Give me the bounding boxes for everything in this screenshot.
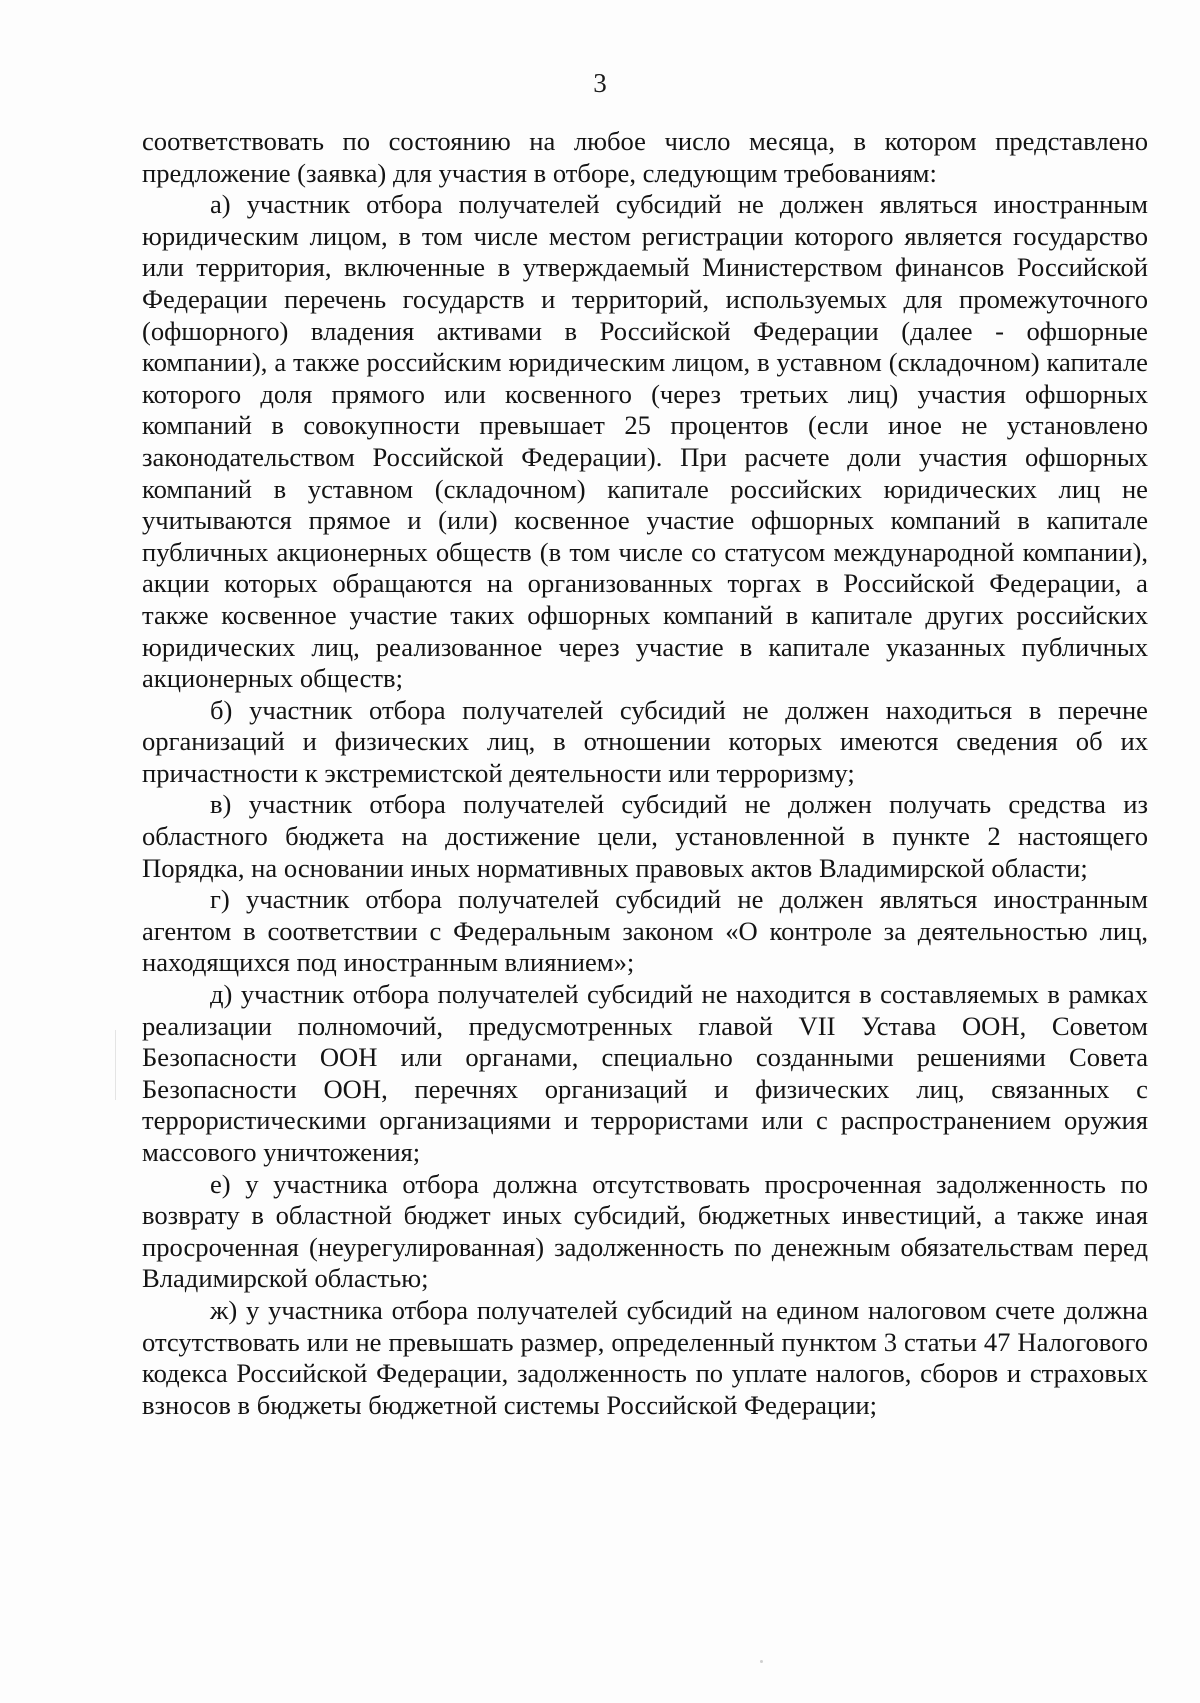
paragraph-item-d: д) участник отбора получателей субсидий не находится в составляемых в рамках реализации полномочий, предусмотренных главой VII Устава ООН, Советом Безопасности ООН или органами, специально созданными решениями Совета Безопасности ООН, перечнях организаций и физических лиц, связанных с террористическими организациями и террористами или с распространением оружия массового уничтожения;: [142, 979, 1148, 1167]
paragraph-item-e: е) у участника отбора должна отсутствовать просроченная задолженность по возврату в областной бюджет иных субсидий, бюджетных инвестиций, а также иная просроченная (неурегулированная) задолженность по денежным обязательствам перед Владимирской областью;: [142, 1168, 1148, 1294]
document-body: [142, 126, 1148, 1421]
paragraph-item-b: б) участник отбора получателей субсидий не должен находиться в перечне организаций и физических лиц, в отношении которых имеются сведения об их причастности к экстремистской деятельности или терроризму;: [142, 694, 1148, 788]
paragraph-item-zh: ж) у участника отбора получателей субсидий на едином налоговом счете должна отсутствовать или не превышать размер, определенный пунктом 3 статьи 47 Налогового кодекса Российской Федерации, задолженность по уплате налогов, сборов и страховых взносов в бюджеты бюджетной системы Российской Федерации;: [142, 1294, 1148, 1420]
scan-margin-mark: [115, 1030, 116, 1100]
paragraph-item-g: г) участник отбора получателей субсидий не должен являться иностранным агентом в соответствии с Федеральным законом «О контроле за деятельностью лиц, находящихся под иностранным влиянием»;: [142, 884, 1148, 978]
page-number: 3: [593, 68, 607, 98]
paragraph-item-v: в) участник отбора получателей субсидий не должен получать средства из областного бюджета на достижение цели, установленной в пункте 2 настоящего Порядка, на основании иных нормативных правовых актов Владимирской области;: [142, 789, 1148, 883]
scan-speck: [760, 1660, 763, 1663]
paragraph-requirements-intro: соответствовать по состоянию на любое число месяца, в котором представлено предложение (заявка) для участия в отборе, следующим требованиям:: [142, 126, 1148, 188]
paragraph-item-a: а) участник отбора получателей субсидий не должен являться иностранным юридическим лицом, в том числе местом регистрации которого является государство или территория, включенные в утверждаемый Министерством финансов Российской Федерации перечень государств и территорий, используемых для промежуточного (офшорного) владения активами в Российской Федерации (далее - офшорные компании), а также российским юридическим лицом, в уставном (складочном) капитале которого доля прямого или косвенного (через третьих лиц) участия офшорных компаний в совокупности превышает 25 процентов (если иное не установлено законодательством Российской Федерации). При расчете доли участия офшорных компаний в уставном (складочном) капитале российских юридических лиц не учитываются прямое и (или) косвенное участие офшорных компаний в капитале публичных акционерных обществ (в том числе со статусом международной компании), акции которых обращаются на организованных торгах в Российской Федерации, а также косвенное участие таких офшорных компаний в капитале других российских юридических лиц, реализованное через участие в капитале указанных публичных акционерных обществ;: [142, 189, 1148, 694]
